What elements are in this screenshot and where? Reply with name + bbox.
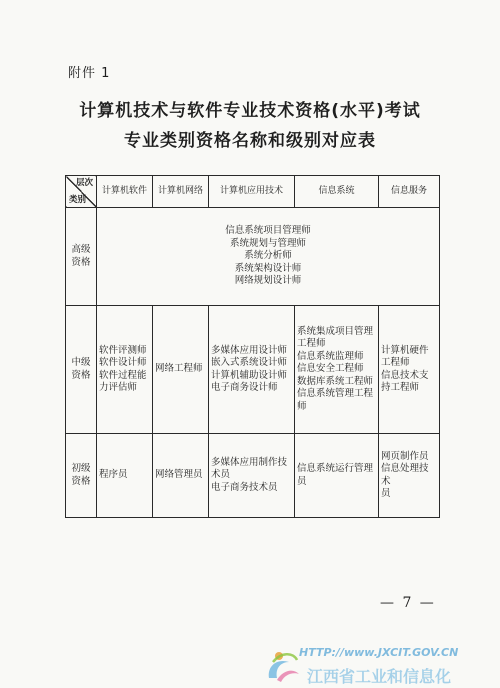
senior-title: 系统规划与管理师: [229, 237, 306, 249]
senior-title: 系统架构设计师: [234, 262, 302, 274]
intermediate-network: 网络工程师: [153, 306, 209, 434]
level-senior: 高级 资格: [66, 208, 97, 306]
intermediate-application: 多媒体应用设计师 嵌入式系统设计师 计算机辅助设计师 电子商务设计师: [209, 306, 295, 434]
senior-title: 信息系统项目管理师: [225, 225, 311, 237]
senior-titles: [97, 208, 440, 306]
corner-cell: [66, 176, 97, 208]
column-header-application: 计算机应用技术: [209, 176, 295, 208]
watermark-org: 江西省工业和信息化: [307, 667, 452, 686]
level-intermediate: 中级 资格: [66, 306, 97, 434]
senior-title: 系统分析师: [244, 250, 292, 262]
column-header-info-service: 信息服务: [379, 176, 440, 208]
watermark: [255, 640, 500, 688]
junior-software: 程序员: [97, 434, 153, 518]
page-number: — 7 —: [380, 595, 436, 611]
junior-info-system: 信息系统运行管理员: [295, 434, 379, 518]
corner-level-label: 层次: [75, 178, 93, 188]
senior-row: [66, 208, 440, 306]
column-header-software: 计算机软件: [97, 176, 153, 208]
column-header-info-system: 信息系统: [295, 176, 379, 208]
document-title: 计算机技术与软件专业技术资格(水平)考试: [79, 101, 421, 121]
corner-category-label: 类别: [69, 194, 87, 205]
junior-network: 网络管理员: [153, 434, 209, 518]
intermediate-software: 软件评测师 软件设计师 软件过程能 力评估师: [97, 306, 153, 434]
junior-row: [66, 434, 440, 518]
senior-title: 网络规划设计师: [234, 275, 302, 287]
header-row: [66, 176, 440, 208]
intermediate-info-service: 计算机硬件 工程师 信息技术支 持工程师: [379, 306, 440, 434]
watermark-url: HTTP://www.JXCIT.GOV.CN: [299, 646, 459, 659]
junior-application: 多媒体应用制作技 术员 电子商务技术员: [209, 434, 295, 518]
column-header-network: 计算机网络: [153, 176, 209, 208]
intermediate-row: [66, 306, 440, 434]
watermark-logo-icon: [263, 644, 303, 686]
intermediate-info-system: 系统集成项目管理 工程师 信息系统监理师 信息安全工程师 数据库系统工程师 信息系统管理工程师: [295, 306, 379, 434]
level-junior: 初级 资格: [66, 434, 97, 518]
document-subtitle: 专业类别资格名称和级别对应表: [124, 131, 376, 151]
attachment-label: 附件 1: [68, 66, 111, 81]
qualification-table: [65, 175, 440, 518]
junior-info-service: 网页制作员 信息处理技术 员: [379, 434, 440, 518]
